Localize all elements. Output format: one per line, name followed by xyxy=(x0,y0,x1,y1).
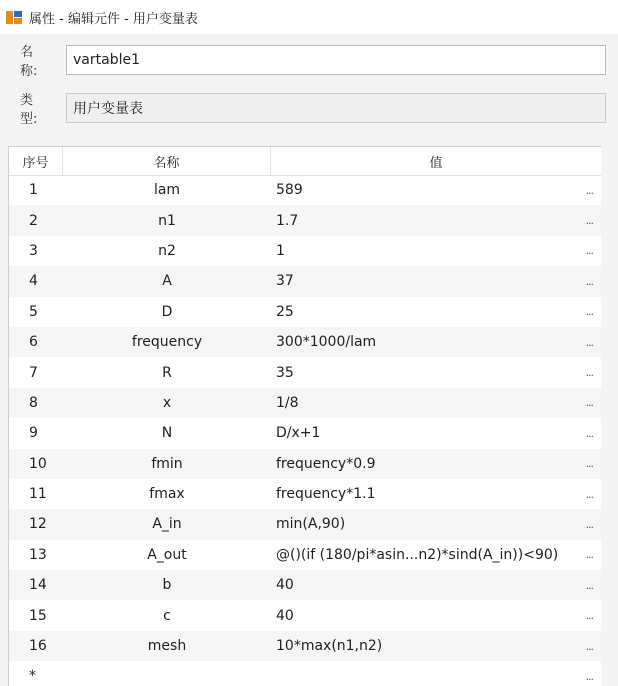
row-edit-button[interactable]: ... xyxy=(585,609,593,623)
row-name-cell[interactable]: A xyxy=(162,273,172,290)
table-row[interactable] xyxy=(9,357,601,387)
row-index-cell[interactable]: 12 xyxy=(29,516,47,533)
title-bar xyxy=(0,0,618,34)
row-index-cell[interactable]: 4 xyxy=(29,273,38,290)
row-name-cell[interactable]: D xyxy=(161,303,173,320)
table-body xyxy=(9,175,601,686)
row-edit-button[interactable]: ... xyxy=(585,244,593,258)
row-index-cell[interactable]: 1 xyxy=(29,182,38,199)
row-name-cell[interactable]: c xyxy=(163,607,171,624)
row-index-cell[interactable]: 3 xyxy=(29,242,38,259)
row-edit-button[interactable]: ... xyxy=(585,305,593,319)
row-edit-button[interactable]: ... xyxy=(585,426,593,440)
row-value-cell[interactable]: 1 xyxy=(276,242,285,259)
table-row[interactable] xyxy=(9,266,601,296)
row-name-cell[interactable]: N xyxy=(161,425,173,442)
row-edit-button[interactable]: ... xyxy=(585,639,593,653)
row-value-cell[interactable]: 35 xyxy=(276,364,294,381)
table-row[interactable] xyxy=(9,388,601,418)
row-index-cell[interactable]: 14 xyxy=(29,577,47,594)
row-value-cell[interactable]: 10*max(n1,n2) xyxy=(276,638,383,655)
table-header xyxy=(9,147,601,176)
row-value-cell[interactable]: 300*1000/lam xyxy=(276,334,377,351)
row-edit-button[interactable]: ... xyxy=(585,578,593,592)
row-name-cell[interactable]: x xyxy=(162,394,172,411)
row-edit-button[interactable]: ... xyxy=(585,517,593,531)
column-header-name[interactable]: 名称 xyxy=(63,147,271,175)
table-row[interactable] xyxy=(9,449,601,479)
column-header-index[interactable]: 序号 xyxy=(9,147,63,175)
row-edit-button[interactable]: ... xyxy=(585,487,593,501)
row-value-cell[interactable]: 589 xyxy=(276,182,303,199)
table-row[interactable] xyxy=(9,661,601,686)
name-label: 名称: xyxy=(20,45,38,79)
table-row[interactable] xyxy=(9,236,601,266)
table-row[interactable] xyxy=(9,175,601,205)
table-row[interactable] xyxy=(9,327,601,357)
row-index-cell[interactable]: 16 xyxy=(29,638,47,655)
app-logo-icon xyxy=(6,10,23,25)
row-name-cell[interactable]: b xyxy=(162,577,172,594)
table-row[interactable] xyxy=(9,540,601,570)
row-value-cell[interactable]: 1.7 xyxy=(276,212,299,229)
row-value-cell[interactable]: min(A,90) xyxy=(276,516,346,533)
row-value-cell[interactable]: 25 xyxy=(276,303,294,320)
row-value-cell[interactable]: 40 xyxy=(276,577,294,594)
variable-table xyxy=(8,146,601,686)
row-index-cell[interactable]: 15 xyxy=(29,607,47,624)
type-label: 类型: xyxy=(20,93,38,127)
row-name-cell[interactable]: lam xyxy=(153,182,181,199)
row-value-cell[interactable]: 40 xyxy=(276,607,294,624)
name-input[interactable]: vartable1 xyxy=(66,45,606,75)
row-edit-button[interactable]: ... xyxy=(585,457,593,471)
row-edit-button[interactable]: ... xyxy=(585,669,593,683)
row-index-cell[interactable]: 9 xyxy=(29,425,38,442)
table-row[interactable] xyxy=(9,418,601,448)
row-name-cell[interactable]: n2 xyxy=(158,242,176,259)
row-edit-button[interactable]: ... xyxy=(585,396,593,410)
row-index-cell[interactable]: 7 xyxy=(29,364,38,381)
row-edit-button[interactable]: ... xyxy=(585,274,593,288)
row-index-cell[interactable]: 2 xyxy=(29,212,38,229)
row-name-cell[interactable]: A_in xyxy=(152,516,182,533)
row-index-cell[interactable]: 5 xyxy=(29,303,38,320)
row-value-cell[interactable]: 1/8 xyxy=(276,394,299,411)
row-index-cell[interactable]: 13 xyxy=(29,546,47,563)
column-header-value[interactable]: 值 xyxy=(429,155,443,171)
row-value-cell[interactable]: @()(if (180/pi*asin...n2)*sind(A_in))<90) xyxy=(276,546,559,563)
row-name-cell[interactable]: R xyxy=(162,364,172,381)
row-index-cell[interactable]: 10 xyxy=(29,455,47,472)
table-row[interactable] xyxy=(9,205,601,235)
row-index-cell[interactable]: 8 xyxy=(29,394,38,411)
row-name-cell[interactable]: n1 xyxy=(158,212,176,229)
row-edit-button[interactable]: ... xyxy=(585,335,593,349)
row-edit-button[interactable]: ... xyxy=(585,548,593,562)
row-name-cell[interactable]: mesh xyxy=(147,638,187,655)
row-name-cell[interactable]: fmin xyxy=(151,455,183,472)
type-field: 用户变量表 xyxy=(66,93,606,123)
row-name-cell[interactable]: fmax xyxy=(149,486,185,503)
row-index-cell[interactable]: 6 xyxy=(29,334,38,351)
row-value-cell[interactable]: frequency*1.1 xyxy=(276,486,376,503)
window-title: 属性 - 编辑元件 - 用户变量表 xyxy=(29,11,198,27)
row-name-cell[interactable]: frequency xyxy=(131,334,203,351)
row-value-cell[interactable]: frequency*0.9 xyxy=(276,455,376,472)
table-row[interactable] xyxy=(9,297,601,327)
table-row[interactable] xyxy=(9,479,601,509)
row-index-cell[interactable]: * xyxy=(29,668,36,685)
table-row[interactable] xyxy=(9,600,601,630)
table-row[interactable] xyxy=(9,631,601,661)
row-edit-button[interactable]: ... xyxy=(585,366,593,380)
row-index-cell[interactable]: 11 xyxy=(29,486,47,503)
row-value-cell[interactable]: D/x+1 xyxy=(276,425,321,442)
row-edit-button[interactable]: ... xyxy=(585,214,593,228)
row-edit-button[interactable]: ... xyxy=(585,183,593,197)
table-row[interactable] xyxy=(9,570,601,600)
row-name-cell[interactable]: A_out xyxy=(147,546,187,563)
table-row[interactable] xyxy=(9,509,601,539)
row-value-cell[interactable]: 37 xyxy=(276,273,294,290)
